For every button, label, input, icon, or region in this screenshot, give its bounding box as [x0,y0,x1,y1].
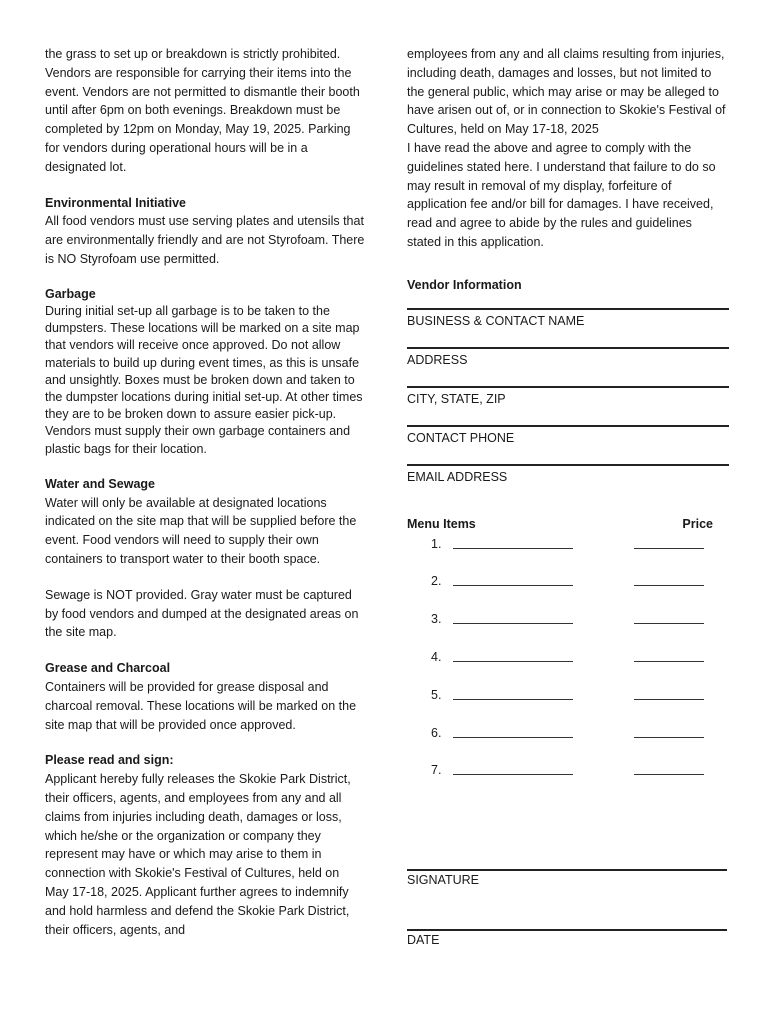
menu-row-number: 1. [431,536,442,551]
environmental-text: All food vendors must use serving plates and utensils that are environmentally friendly and are not Styrofoam. There is NO Styrofoam use permitted. [45,214,365,266]
menu-item-blank[interactable] [453,774,573,775]
menu-row [407,572,729,610]
menu-row-number: 6. [431,725,442,740]
menu-row [407,535,729,573]
menu-price-blank[interactable] [634,699,704,700]
signature-field[interactable] [407,869,727,887]
address-label: ADDRESS [407,352,468,367]
water-text: Water will only be available at designated locations indicated on the site map that will be supplied before the event. Food vendors will need to supply their own containers to transport water to their booth space. [45,495,357,566]
grease-text: Containers will be provided for grease disposal and charcoal removal. These locations will be marked on the site map that will be provided once approved. [45,679,357,732]
email-address-field[interactable] [407,464,729,503]
signature-label: SIGNATURE [407,873,479,887]
menu-item-blank[interactable] [453,623,573,624]
sign-heading: Please read and sign: [45,753,174,768]
menu-row [407,648,729,686]
garbage-heading: Garbage [45,286,96,301]
sign-section [45,751,365,939]
environmental-heading: Environmental Initiative [45,195,187,210]
menu-row-number: 7. [431,763,442,778]
vendor-info-fields [407,308,729,503]
menu-item-blank[interactable] [453,699,573,700]
sign-text: Applicant hereby fully releases the Skokie Park District, their officers, agents, and employees from any and all claims from injuries including death, damages or loss, which he/she or the organization or company they represent may have or which may arise to them in connection with Skokie's Festival of Cultures, held on May 17-18, 2025. Applicant further agrees to indemnify and hold harmless and defend the Skokie Park District, their officers, agents, and [45,772,351,937]
city-state-zip-field[interactable] [407,386,729,425]
menu-row-number: 3. [431,612,442,627]
price-heading: Price [682,516,713,531]
contact-phone-label: CONTACT PHONE [407,430,515,445]
intro-section [45,45,365,177]
menu-list [407,535,729,800]
environmental-section [45,194,365,269]
left-column [45,45,365,956]
menu-header [407,515,729,535]
menu-item-blank[interactable] [453,585,573,586]
menu-row [407,724,729,762]
menu-items-heading: Menu Items [407,516,476,531]
water-heading: Water and Sewage [45,476,155,491]
menu-price-blank[interactable] [634,661,704,662]
sewage-text: Sewage is NOT provided. Gray water must be captured by food vendors and dumped at the designated areas on the site map. [45,587,359,640]
menu-price-blank[interactable] [634,548,704,549]
release-continued-text: employees from any and all claims resulting from injuries, including death, damages and losses, but not limited to the general public, which may arise or may be alleged to have arisen out of, or in connection to Skokie's Festival of Cultures, held on May 17-18, 2025 [407,47,726,137]
date-field[interactable] [407,929,727,947]
city-state-zip-label: CITY, STATE, ZIP [407,391,506,406]
menu-row-number: 4. [431,649,442,664]
menu-row-number: 5. [431,687,442,702]
menu-row [407,761,729,799]
garbage-text: During initial set-up all garbage is to be taken to the dumpsters. These locations will be marked on a site map that vendors will receive once approved. Do not allow materials to build up during event times, as this is unsafe and unsightly. Boxes must be broken down and taken to the dumpster locations during initial set-up. At other times they are to be broken down to assure easier pick-up. Vendors must supply their own garbage containers and plastic bags for their location. [45,303,363,456]
agreement-text: I have read the above and agree to comply with the guidelines stated here. I understand that failure to do so may result in removal of my display, forfeiture of application fee and/or bill for damages. I have received, read and agree to abide by the rules and guidelines stated in this application. [407,140,716,249]
contact-phone-field[interactable] [407,425,729,464]
menu-price-blank[interactable] [634,774,704,775]
intro-text: the grass to set up or breakdown is strictly prohibited. Vendors are responsible for carrying their items into the event. Vendors are not permitted to dismantle their booth until after 6pm on both evenings. Breakdown must be completed by 12pm on Monday, May 19, 2025. Parking for vendors during operational hours will be in a designated lot. [45,47,360,174]
grease-heading: Grease and Charcoal [45,661,171,676]
date-label: DATE [407,933,440,947]
water-section [45,475,365,569]
business-contact-name-label: BUSINESS & CONTACT NAME [407,313,585,328]
address-field[interactable] [407,347,729,386]
menu-row-number: 2. [431,574,442,589]
menu-item-blank[interactable] [453,661,573,662]
garbage-section [45,286,365,458]
menu-row [407,686,729,724]
grease-section [45,659,365,734]
vendor-info-heading: Vendor Information [407,277,522,292]
sewage-section [45,586,365,642]
menu-item-blank[interactable] [453,548,573,549]
email-address-label: EMAIL ADDRESS [407,469,508,484]
right-column [407,45,729,799]
menu-item-blank[interactable] [453,737,573,738]
menu-row [407,610,729,648]
menu-price-blank[interactable] [634,623,704,624]
business-contact-name-field[interactable] [407,308,729,347]
menu-price-blank[interactable] [634,737,704,738]
menu-price-blank[interactable] [634,585,704,586]
